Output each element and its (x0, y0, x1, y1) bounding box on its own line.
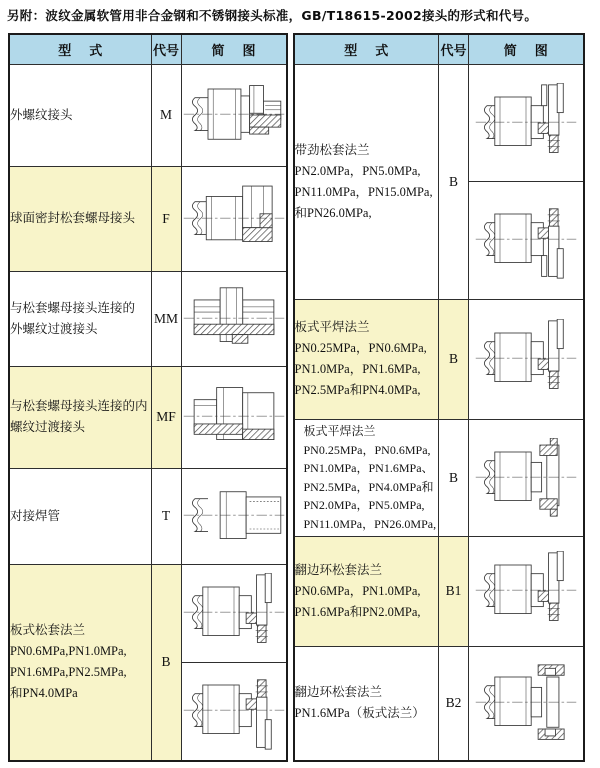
column-header-code: 代号 (151, 34, 181, 64)
type-cell (9, 366, 151, 468)
diagram-svg (182, 476, 286, 556)
type-cell (294, 299, 439, 419)
type-cell (294, 419, 439, 536)
page-title: 另附：波纹金属软管用非合金钢和不锈钢接头标准，GB/T18615-2002接头的形式和代号。 (7, 8, 538, 23)
male-male-adapter-fitting-diagram (182, 272, 286, 365)
diagram-cell (181, 271, 287, 366)
fitting-tables (8, 33, 585, 762)
diagram-svg (474, 83, 578, 163)
diagram-cell (469, 536, 584, 646)
type-line: PN11.0MPa，PN26.0MPa, (303, 516, 437, 531)
right-table (293, 33, 585, 762)
plate-flat-weld-flange-diagram-2 (469, 420, 583, 535)
diagram-svg (182, 573, 286, 653)
table-row (9, 271, 287, 366)
table-row (9, 366, 287, 468)
neck-loose-flange-diagram-2 (469, 181, 583, 298)
header-row (294, 34, 584, 64)
type-line: PN11.0MPa，PN15.0MPa, (294, 184, 433, 199)
plate-loose-flange-diagram-2 (182, 662, 286, 760)
type-cell (9, 468, 151, 564)
type-line: PN2.5MPa和PN4.0MPa, (294, 383, 421, 397)
diagram-cell (469, 419, 584, 536)
type-line: 对接焊管 (10, 508, 61, 523)
diagram-cell (181, 468, 287, 564)
type-line: 球面密封松套螺母接头 (10, 211, 136, 225)
diagram-svg (474, 319, 578, 399)
code-cell: MF (151, 366, 181, 468)
diagram-svg (182, 75, 286, 155)
code-cell: B2 (439, 646, 469, 761)
type-line: 外螺纹过渡接头 (10, 321, 98, 336)
type-line: PN0.25MPa，PN0.6MPa, (294, 341, 427, 355)
column-header-code: 代号 (439, 34, 469, 64)
table-row (294, 419, 584, 536)
diagram-cell (181, 64, 287, 166)
type-cell (9, 564, 151, 761)
type-line: 外螺纹接头 (10, 107, 73, 122)
column-header-type: 型 式 (9, 34, 151, 64)
type-line: PN2.0MPa，PN5.0MPa, (303, 498, 425, 512)
table-row (294, 299, 584, 419)
diagram-cell (181, 564, 287, 761)
diagram-svg (474, 438, 578, 518)
diagram-svg (474, 551, 578, 631)
type-line: PN1.0MPa，PN1.6MPa、 (303, 461, 434, 475)
diagram-svg (182, 671, 286, 751)
header-row (9, 34, 287, 64)
table-row (9, 468, 287, 564)
type-cell (9, 64, 151, 166)
diagram-cell (469, 646, 584, 761)
type-line: PN1.6MPa（板式法兰） (294, 706, 425, 721)
diagram-svg (474, 200, 578, 280)
type-line: 板式平焊法兰 (303, 424, 376, 438)
column-header-diagram: 简 图 (181, 34, 287, 64)
right-table-container (293, 33, 585, 762)
code-cell: B1 (439, 536, 469, 646)
type-line: PN0.25MPa，PN0.6MPa, (303, 442, 431, 457)
plate-flat-weld-flange-diagram-1 (469, 300, 583, 418)
spherical-seal-loose-nut-fitting-diagram (182, 167, 286, 270)
male-female-adapter-fitting-diagram (182, 367, 286, 467)
type-line: PN1.0MPa，PN1.6MPa, (294, 362, 421, 376)
type-line: 和PN4.0MPa (10, 686, 78, 701)
flanged-ring-loose-flange-diagram-2 (469, 647, 583, 760)
diagram-cell (469, 299, 584, 419)
left-table-container (8, 33, 288, 762)
diagram-svg (474, 663, 578, 743)
type-line: 和PN26.0MPa, (294, 205, 372, 220)
diagram-svg (182, 377, 286, 457)
table-row (294, 64, 584, 299)
type-line: 板式平焊法兰 (294, 320, 370, 334)
type-line: PN2.0MPa，PN5.0MPa, (294, 163, 421, 178)
type-cell (294, 536, 439, 646)
table-row (294, 646, 584, 761)
diagram-cell (181, 366, 287, 468)
neck-loose-flange-diagram-1 (469, 65, 583, 181)
type-line: PN0.6MPa,PN1.0MPa, (10, 644, 127, 659)
column-header-type: 型 式 (294, 34, 439, 64)
table-row (294, 536, 584, 646)
diagram-cell (181, 166, 287, 271)
table-row (9, 564, 287, 761)
type-line: 翻边环松套法兰 (294, 562, 383, 577)
code-cell: T (151, 468, 181, 564)
plate-loose-flange-diagram-1 (182, 565, 286, 662)
type-line: PN0.6MPa，PN1.0MPa, (294, 583, 421, 598)
type-line: PN1.6MPa和PN2.0MPa, (294, 604, 421, 619)
male-thread-fitting-diagram (182, 65, 286, 165)
column-header-diagram: 简 图 (469, 34, 584, 64)
left-table (8, 33, 288, 762)
code-cell: B (151, 564, 181, 761)
table-row (9, 64, 287, 166)
code-cell: MM (151, 271, 181, 366)
type-line: PN2.5MPa，PN4.0MPa和 (303, 479, 434, 494)
table-row (9, 166, 287, 271)
type-line: 螺纹过渡接头 (10, 420, 86, 434)
code-cell: F (151, 166, 181, 271)
type-line: 翻边环松套法兰 (294, 685, 383, 700)
diagram-cell (469, 64, 584, 299)
type-line: 与松套螺母接头连接的内 (10, 399, 148, 413)
butt-weld-pipe-diagram (182, 469, 286, 563)
type-cell (294, 64, 439, 299)
type-line: 带劲松套法兰 (294, 142, 370, 157)
code-cell: B (439, 299, 469, 419)
flanged-ring-loose-flange-diagram-1 (469, 537, 583, 645)
code-cell: M (151, 64, 181, 166)
type-line: 板式松套法兰 (10, 623, 86, 638)
type-cell (9, 166, 151, 271)
type-cell (294, 646, 439, 761)
type-line: 与松套螺母接头连接的 (10, 300, 136, 315)
type-line: PN1.6MPa,PN2.5MPa, (10, 665, 127, 680)
code-cell: B (439, 64, 469, 299)
code-cell: B (439, 419, 469, 536)
type-cell (9, 271, 151, 366)
diagram-svg (182, 179, 286, 259)
diagram-svg (182, 279, 286, 359)
